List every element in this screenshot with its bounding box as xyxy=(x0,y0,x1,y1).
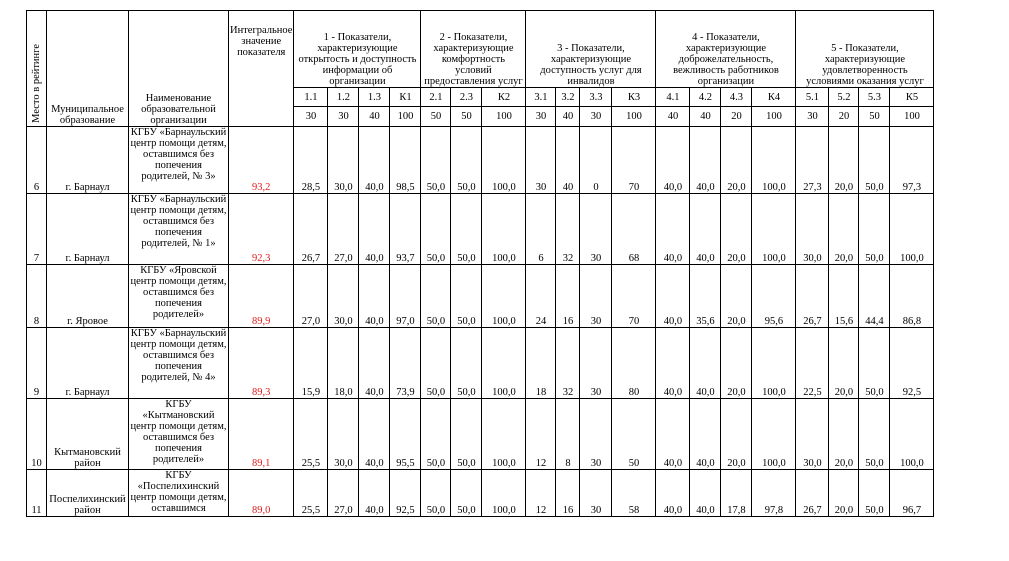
value-cell: 50,0 xyxy=(859,194,890,265)
org-name-cell: КГБУ «Кытмановский центр помощи детям, оставшимся без попечения родителей» xyxy=(129,399,229,470)
value-cell: 26,7 xyxy=(796,265,829,328)
header-weight: 30 xyxy=(796,107,829,127)
header-weight: 40 xyxy=(359,107,390,127)
municipality-cell: Поспелихинский район xyxy=(47,470,129,517)
rating-table xyxy=(26,10,934,517)
value-cell: 40,0 xyxy=(656,328,690,399)
value-cell: 100,0 xyxy=(890,399,934,470)
value-cell: 40,0 xyxy=(359,470,390,517)
header-code: 4.2 xyxy=(690,88,721,107)
table-row xyxy=(27,194,934,265)
integral-cell: 92,3 xyxy=(229,194,294,265)
value-cell: 15,6 xyxy=(829,265,859,328)
value-cell: 50,0 xyxy=(451,470,482,517)
value-cell: 50,0 xyxy=(859,328,890,399)
header-weight: 50 xyxy=(859,107,890,127)
header-code: 1.2 xyxy=(328,88,359,107)
municipality-cell: г. Барнаул xyxy=(47,328,129,399)
value-cell: 17,8 xyxy=(721,470,752,517)
value-cell: 12 xyxy=(526,399,556,470)
value-cell: 95,6 xyxy=(752,265,796,328)
value-cell: 100,0 xyxy=(482,328,526,399)
header-weight: 100 xyxy=(752,107,796,127)
value-cell: 40,0 xyxy=(656,470,690,517)
table-row xyxy=(27,127,934,194)
value-cell: 40,0 xyxy=(359,194,390,265)
header-code: 5.3 xyxy=(859,88,890,107)
value-cell: 20,0 xyxy=(829,399,859,470)
value-cell: 18 xyxy=(526,328,556,399)
municipality-cell: г. Барнаул xyxy=(47,194,129,265)
header-weight: 30 xyxy=(294,107,328,127)
header-group-3: 3 - Показатели, характеризующие доступность услуг для инвалидов xyxy=(526,11,656,88)
value-cell: 27,0 xyxy=(294,265,328,328)
table-row xyxy=(27,265,934,328)
integral-cell: 93,2 xyxy=(229,127,294,194)
value-cell: 98,5 xyxy=(390,127,421,194)
value-cell: 97,8 xyxy=(752,470,796,517)
header-code: 3.2 xyxy=(556,88,580,107)
value-cell: 8 xyxy=(556,399,580,470)
header-weight: 20 xyxy=(721,107,752,127)
value-cell: 30,0 xyxy=(796,399,829,470)
org-name-cell: КГБУ «Поспелихинский центр помощи детям, оставшимся xyxy=(129,470,229,517)
header-org-name: Наименование образовательной организации xyxy=(129,11,229,127)
header-integral: Интегральное значение показателя xyxy=(229,11,294,127)
header-code: 5.2 xyxy=(829,88,859,107)
value-cell: 50,0 xyxy=(859,470,890,517)
value-cell: 58 xyxy=(612,470,656,517)
value-cell: 96,7 xyxy=(890,470,934,517)
header-code: 3.3 xyxy=(580,88,612,107)
value-cell: 50,0 xyxy=(451,399,482,470)
value-cell: 40,0 xyxy=(359,265,390,328)
header-weight: 40 xyxy=(690,107,721,127)
value-cell: 86,8 xyxy=(890,265,934,328)
value-cell: 16 xyxy=(556,470,580,517)
header-code: К2 xyxy=(482,88,526,107)
integral-cell: 89,0 xyxy=(229,470,294,517)
value-cell: 50,0 xyxy=(451,194,482,265)
value-cell: 50,0 xyxy=(859,127,890,194)
header-weight: 30 xyxy=(526,107,556,127)
value-cell: 92,5 xyxy=(390,470,421,517)
value-cell: 100,0 xyxy=(752,328,796,399)
value-cell: 6 xyxy=(526,194,556,265)
value-cell: 40,0 xyxy=(690,470,721,517)
header-code: 1.1 xyxy=(294,88,328,107)
value-cell: 93,7 xyxy=(390,194,421,265)
value-cell: 26,7 xyxy=(796,470,829,517)
value-cell: 40,0 xyxy=(656,265,690,328)
value-cell: 50,0 xyxy=(451,265,482,328)
header-code: 3.1 xyxy=(526,88,556,107)
header-weight: 100 xyxy=(482,107,526,127)
value-cell: 100,0 xyxy=(482,265,526,328)
header-weight: 30 xyxy=(580,107,612,127)
value-cell: 30 xyxy=(526,127,556,194)
table-row xyxy=(27,328,934,399)
value-cell: 73,9 xyxy=(390,328,421,399)
value-cell: 50,0 xyxy=(421,399,451,470)
rank-cell: 6 xyxy=(27,127,47,194)
value-cell: 50,0 xyxy=(859,399,890,470)
integral-cell: 89,9 xyxy=(229,265,294,328)
value-cell: 30 xyxy=(580,265,612,328)
value-cell: 40 xyxy=(556,127,580,194)
value-cell: 68 xyxy=(612,194,656,265)
value-cell: 40,0 xyxy=(656,127,690,194)
value-cell: 40,0 xyxy=(690,127,721,194)
header-code: К3 xyxy=(612,88,656,107)
value-cell: 92,5 xyxy=(890,328,934,399)
value-cell: 12 xyxy=(526,470,556,517)
value-cell: 32 xyxy=(556,328,580,399)
header-code: 1.3 xyxy=(359,88,390,107)
header-group-1: 1 - Показатели, характеризующие открытость и доступность информации об организации xyxy=(294,11,421,88)
municipality-cell: Кытмановский район xyxy=(47,399,129,470)
value-cell: 97,3 xyxy=(890,127,934,194)
header-group-2: 2 - Показатели, характеризующие комфортность условий предоставления услуг xyxy=(421,11,526,88)
rank-cell: 11 xyxy=(27,470,47,517)
value-cell: 40,0 xyxy=(359,127,390,194)
value-cell: 30,0 xyxy=(796,194,829,265)
value-cell: 27,0 xyxy=(328,470,359,517)
value-cell: 0 xyxy=(580,127,612,194)
value-cell: 25,5 xyxy=(294,470,328,517)
value-cell: 20,0 xyxy=(721,194,752,265)
table-row xyxy=(27,470,934,517)
value-cell: 44,4 xyxy=(859,265,890,328)
header-weight: 100 xyxy=(612,107,656,127)
value-cell: 30,0 xyxy=(328,399,359,470)
value-cell: 95,5 xyxy=(390,399,421,470)
value-cell: 100,0 xyxy=(482,399,526,470)
value-cell: 40,0 xyxy=(690,194,721,265)
value-cell: 100,0 xyxy=(482,470,526,517)
value-cell: 15,9 xyxy=(294,328,328,399)
value-cell: 97,0 xyxy=(390,265,421,328)
value-cell: 70 xyxy=(612,127,656,194)
rank-cell: 9 xyxy=(27,328,47,399)
header-weight: 100 xyxy=(890,107,934,127)
org-name-cell: КГБУ «Барнаульский центр помощи детям, оставшимся без попечения родителей, № 1» xyxy=(129,194,229,265)
value-cell: 40,0 xyxy=(690,328,721,399)
value-cell: 30 xyxy=(580,470,612,517)
value-cell: 100,0 xyxy=(752,127,796,194)
value-cell: 100,0 xyxy=(752,194,796,265)
value-cell: 30 xyxy=(580,399,612,470)
org-name-cell: КГБУ «Барнаульский центр помощи детям, оставшимся без попечения родителей, № 4» xyxy=(129,328,229,399)
value-cell: 20,0 xyxy=(829,127,859,194)
value-cell: 35,6 xyxy=(690,265,721,328)
header-code: 2.1 xyxy=(421,88,451,107)
org-name-cell: КГБУ «Яровской центр помощи детям, оставшимся без попечения родителей» xyxy=(129,265,229,328)
header-weight: 50 xyxy=(421,107,451,127)
value-cell: 16 xyxy=(556,265,580,328)
value-cell: 100,0 xyxy=(482,194,526,265)
value-cell: 22,5 xyxy=(796,328,829,399)
rank-cell: 7 xyxy=(27,194,47,265)
value-cell: 20,0 xyxy=(829,328,859,399)
value-cell: 32 xyxy=(556,194,580,265)
municipality-cell: г. Яровое xyxy=(47,265,129,328)
value-cell: 40,0 xyxy=(359,399,390,470)
header-weight: 30 xyxy=(328,107,359,127)
header-weight: 50 xyxy=(451,107,482,127)
value-cell: 50 xyxy=(612,399,656,470)
value-cell: 25,5 xyxy=(294,399,328,470)
value-cell: 18,0 xyxy=(328,328,359,399)
value-cell: 50,0 xyxy=(421,194,451,265)
value-cell: 30,0 xyxy=(328,127,359,194)
header-group-5: 5 - Показатели, характеризующие удовлетворенность условиями оказания услуг xyxy=(796,11,934,88)
value-cell: 20,0 xyxy=(721,265,752,328)
value-cell: 28,5 xyxy=(294,127,328,194)
integral-cell: 89,3 xyxy=(229,328,294,399)
value-cell: 20,0 xyxy=(721,399,752,470)
value-cell: 50,0 xyxy=(421,470,451,517)
header-weight: 40 xyxy=(656,107,690,127)
value-cell: 50,0 xyxy=(421,265,451,328)
value-cell: 50,0 xyxy=(451,127,482,194)
org-name-cell: КГБУ «Барнаульский центр помощи детям, оставшимся без попечения родителей, № 3» xyxy=(129,127,229,194)
rank-cell: 10 xyxy=(27,399,47,470)
value-cell: 50,0 xyxy=(451,328,482,399)
value-cell: 30 xyxy=(580,328,612,399)
header-weight: 100 xyxy=(390,107,421,127)
table-row xyxy=(27,399,934,470)
header-rank-label: Место в рейтинге xyxy=(31,44,42,123)
rating-sheet xyxy=(26,10,934,517)
header-code: К4 xyxy=(752,88,796,107)
value-cell: 100,0 xyxy=(482,127,526,194)
municipality-cell: г. Барнаул xyxy=(47,127,129,194)
header-rank xyxy=(27,11,47,127)
value-cell: 50,0 xyxy=(421,328,451,399)
header-code: К1 xyxy=(390,88,421,107)
value-cell: 40,0 xyxy=(690,399,721,470)
header-code: 2.3 xyxy=(451,88,482,107)
header-code: К5 xyxy=(890,88,934,107)
header-code: 5.1 xyxy=(796,88,829,107)
value-cell: 40,0 xyxy=(359,328,390,399)
value-cell: 80 xyxy=(612,328,656,399)
header-weight: 40 xyxy=(556,107,580,127)
value-cell: 26,7 xyxy=(294,194,328,265)
value-cell: 70 xyxy=(612,265,656,328)
value-cell: 30,0 xyxy=(328,265,359,328)
rank-cell: 8 xyxy=(27,265,47,328)
header-weight: 20 xyxy=(829,107,859,127)
value-cell: 40,0 xyxy=(656,399,690,470)
value-cell: 30 xyxy=(580,194,612,265)
value-cell: 27,0 xyxy=(328,194,359,265)
value-cell: 20,0 xyxy=(721,328,752,399)
header-group-4: 4 - Показатели, характеризующие доброжелательность, вежливость работников организации xyxy=(656,11,796,88)
value-cell: 20,0 xyxy=(829,470,859,517)
header-code: 4.1 xyxy=(656,88,690,107)
value-cell: 27,3 xyxy=(796,127,829,194)
header-municipality: Муниципальное образование xyxy=(47,11,129,127)
value-cell: 100,0 xyxy=(752,399,796,470)
value-cell: 24 xyxy=(526,265,556,328)
value-cell: 40,0 xyxy=(656,194,690,265)
value-cell: 100,0 xyxy=(890,194,934,265)
integral-cell: 89,1 xyxy=(229,399,294,470)
value-cell: 20,0 xyxy=(721,127,752,194)
value-cell: 20,0 xyxy=(829,194,859,265)
value-cell: 50,0 xyxy=(421,127,451,194)
header-code: 4.3 xyxy=(721,88,752,107)
